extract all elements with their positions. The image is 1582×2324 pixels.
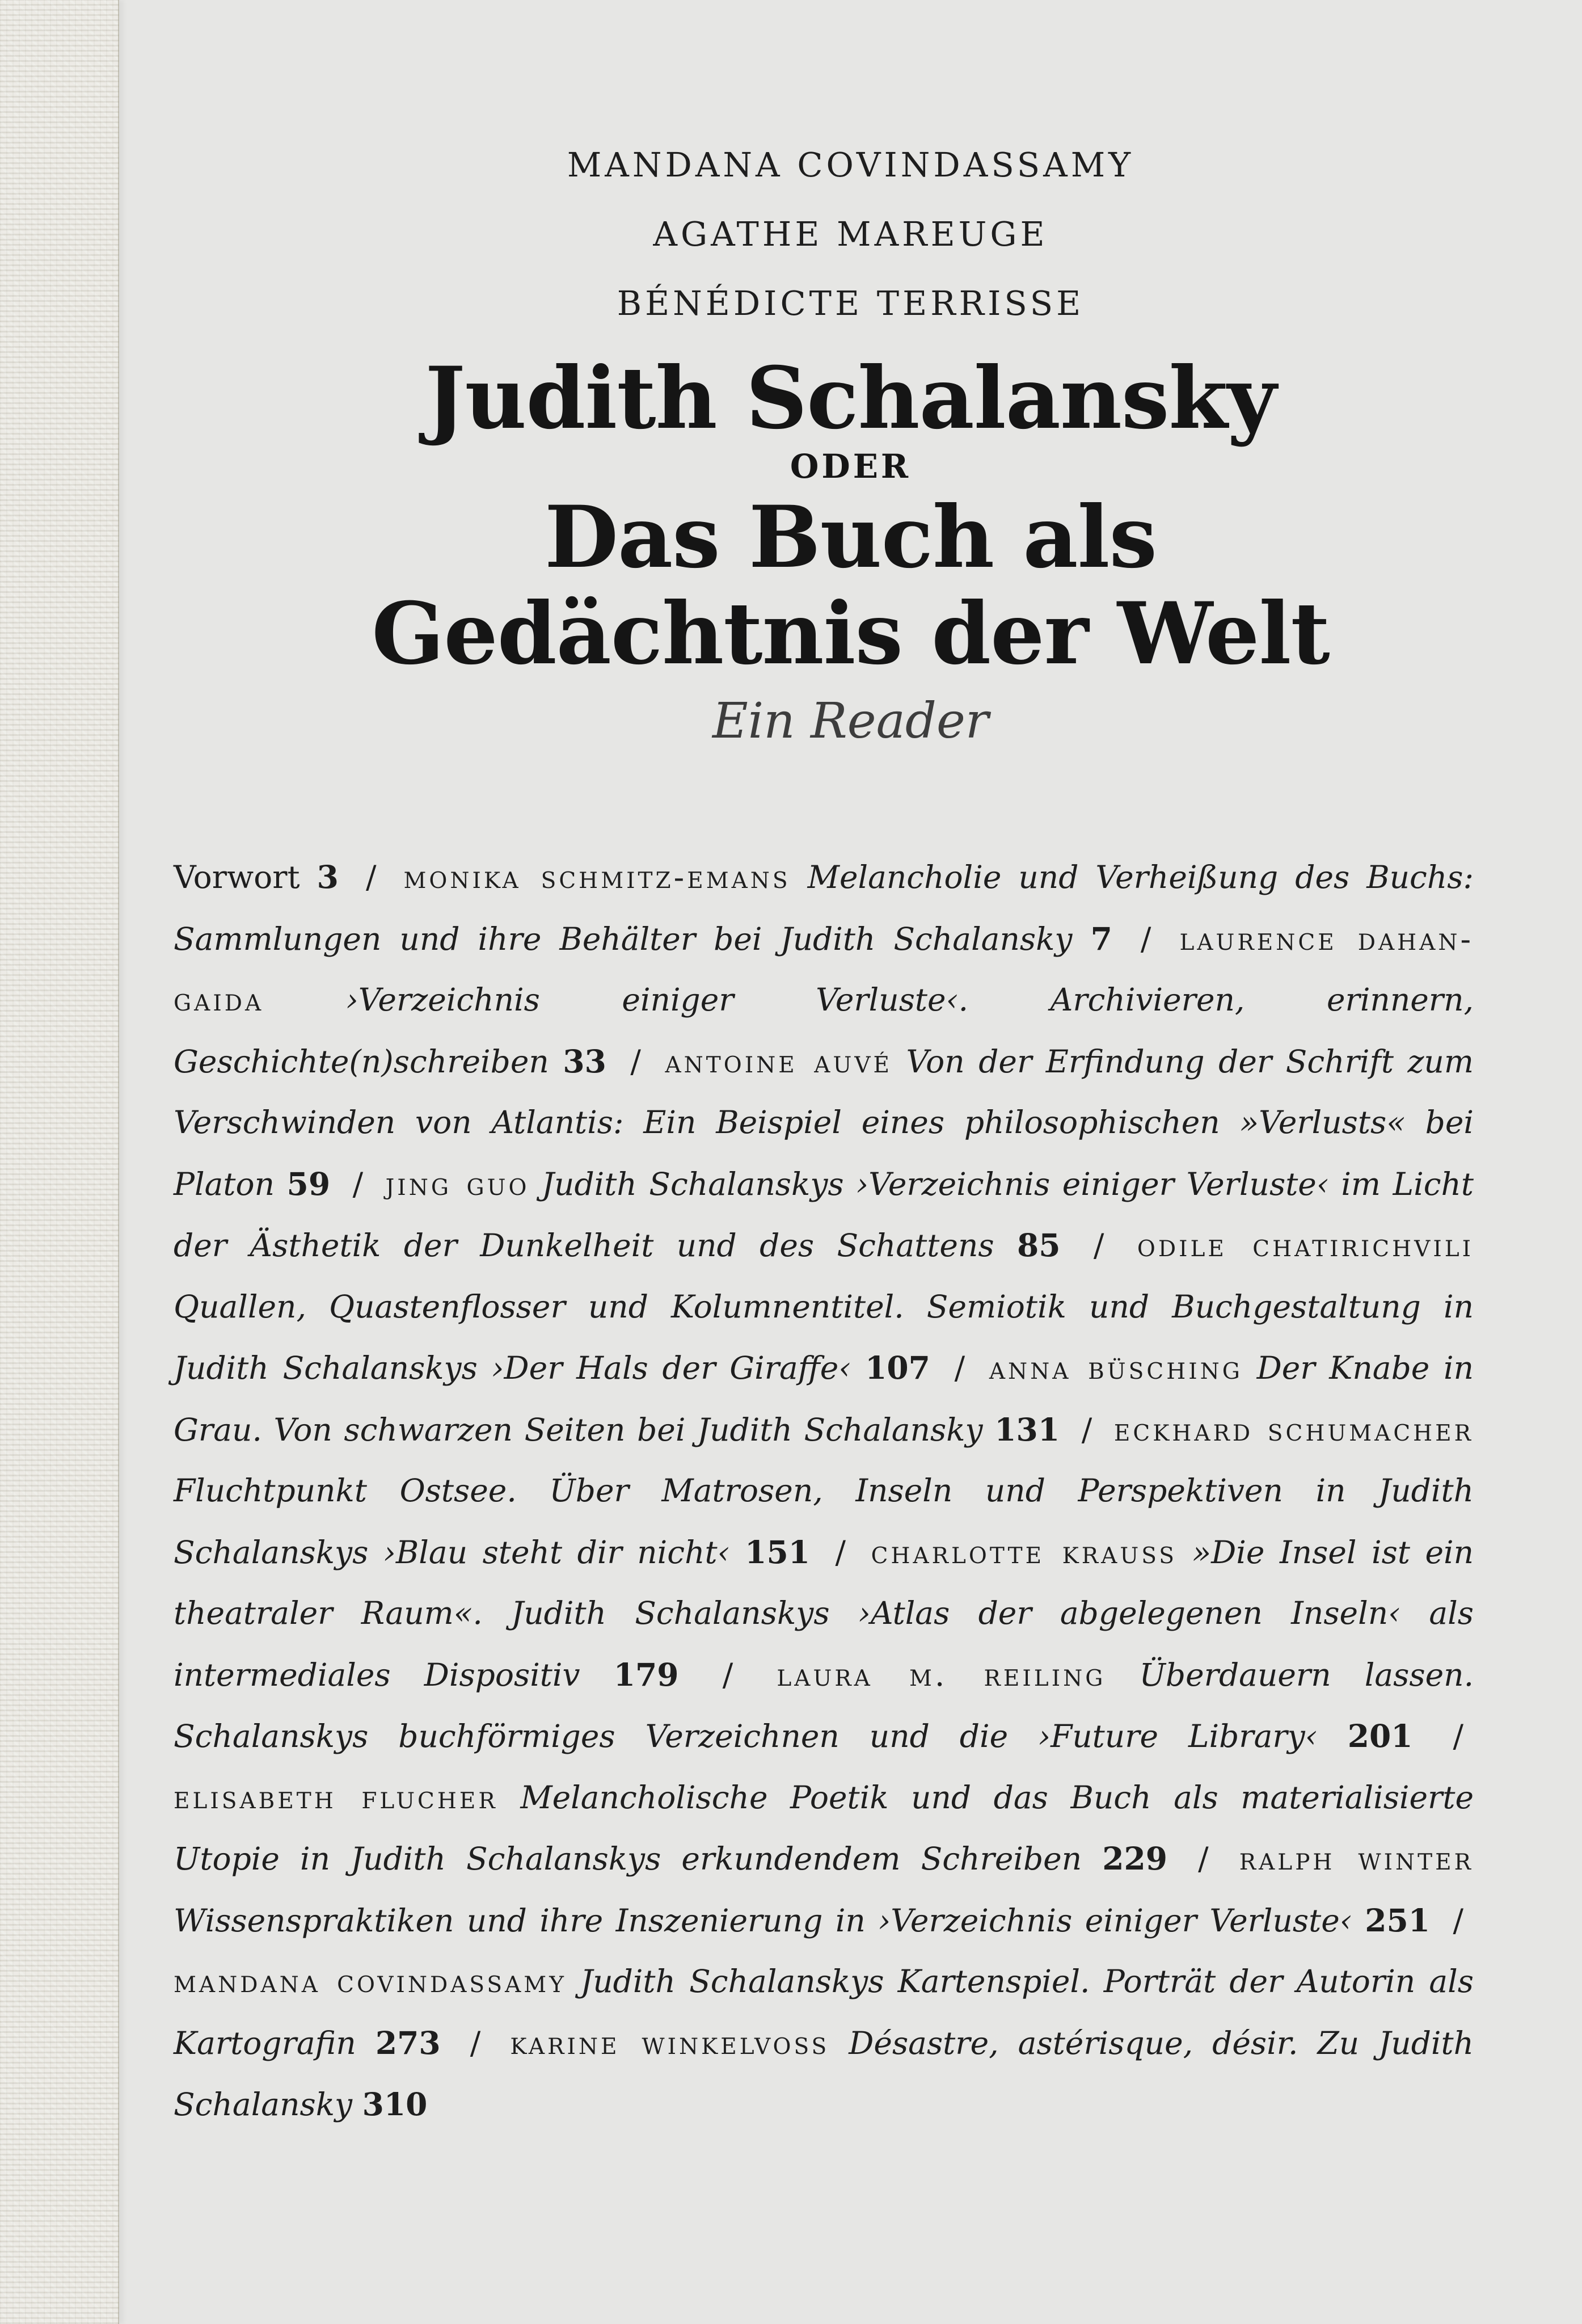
toc-page-number: 310 (362, 2086, 428, 2123)
subtitle-line-1: Das Buch als (544, 487, 1157, 587)
toc-separator: / (835, 1534, 846, 1571)
reader-label: Ein Reader (712, 693, 989, 750)
toc-page-number: 251 (1365, 1901, 1431, 1939)
toc-entry-author: ralph winter (1239, 1841, 1474, 1877)
editors-list (119, 130, 1582, 338)
toc-separator: / (470, 2024, 481, 2061)
toc-entry-author: laura m. reiling (777, 1656, 1106, 1693)
toc-entry-author: mandana covindassamy (174, 1963, 567, 1999)
toc-entry-author: karine winkelvoss (510, 2024, 830, 2061)
toc-page-number: 7 (1090, 920, 1112, 957)
toc-separator: / (1093, 1227, 1104, 1264)
toc-entry-author: antoine auvé (665, 1043, 892, 1080)
toc-entry-title: Judith Schalanskys Kartenspiel. Porträt der Autorin als Kartografin (174, 1963, 1474, 2061)
toc-entry-author: eckhard schumacher (1113, 1411, 1474, 1448)
toc-entry-title: ›Verzeichnis einiger Verluste‹. Archivieren, erinnern, Geschichte(n)schreiben (174, 982, 1474, 1080)
toc-separator: / (1198, 1841, 1209, 1877)
toc-entry-title: Wissenspraktiken und ihre Inszenierung in ›Verzeichnis einiger Verluste‹ (174, 1902, 1352, 1939)
toc-separator: / (1453, 1902, 1464, 1939)
toc-page-number: 3 (317, 858, 339, 895)
toc-separator: / (630, 1043, 641, 1080)
toc-page-number: 85 (1016, 1227, 1061, 1264)
title-main: Judith Schalansky (425, 348, 1276, 448)
book-title (119, 347, 1582, 752)
toc-page-number: 229 (1102, 1840, 1168, 1877)
toc-page-number: 201 (1347, 1717, 1413, 1754)
toc-entry-title: »Die Insel ist ein theatraler Raum«. Judith Schalanskys ›Atlas der abgelegenen Inseln‹ als intermediales Dispositiv (174, 1534, 1474, 1693)
toc-separator: / (1081, 1411, 1092, 1448)
toc-entry-title: Désastre, astérisque, désir. Zu Judith Schalansky (174, 2024, 1474, 2123)
toc-intro-label: Vorwort (174, 859, 300, 895)
toc-entry-author: laurence dahan-gaida (174, 920, 1474, 1018)
toc-page-number: 179 (613, 1656, 679, 1693)
book-cover (119, 0, 1582, 2324)
toc-entry-author: monika schmitz-emans (403, 859, 791, 895)
toc-entry-title: Von der Erfindung der Schrift zum Verschwinden von Atlantis: Ein Beispiel eines philosophischen »Verlusts« bei Platon (174, 1043, 1474, 1202)
editor-name: MANDANA COVINDASSAMY (567, 145, 1134, 184)
toc-entry-title: Melancholische Poetik und das Buch als materialisierte Utopie in Judith Schalanskys erkundendem Schreiben (174, 1779, 1474, 1877)
toc-page-number: 151 (745, 1533, 810, 1571)
toc-separator: / (954, 1350, 965, 1386)
toc-separator: / (722, 1656, 733, 1693)
title-connector: ODER (790, 447, 912, 486)
toc-entry-title: Judith Schalanskys ›Verzeichnis einiger Verluste‹ im Licht der Ästhetik der Dunkelheit und des Schattens (174, 1165, 1474, 1264)
subtitle-line-2: Gedächtnis der Welt (372, 584, 1330, 684)
editor-name: AGATHE MAREUGE (653, 214, 1048, 254)
toc-separator: / (352, 1165, 364, 1202)
toc-entry-title: Überdauern lassen. Schalanskys buchförmiges Verzeichnen und die ›Future Library‹ (174, 1656, 1474, 1754)
table-of-contents (174, 847, 1474, 2136)
toc-entry-author: charlotte krauss (871, 1534, 1177, 1571)
toc-entry-title: Der Knabe in Grau. Von schwarzen Seiten bei Judith Schalansky (174, 1350, 1474, 1448)
toc-entry-title: Fluchtpunkt Ostsee. Über Matrosen, Inseln und Perspektiven in Judith Schalanskys ›Blau steht dir nicht‹ (174, 1472, 1474, 1571)
toc-page-number: 273 (375, 2024, 441, 2061)
toc-page-number: 107 (865, 1349, 930, 1386)
toc-separator: / (1453, 1718, 1463, 1754)
toc-separator: / (1140, 920, 1151, 957)
editor-name: BÉNÉDICTE TERRISSE (617, 284, 1085, 323)
toc-entry-author: elisabeth flucher (174, 1779, 498, 1816)
toc-page-number: 131 (994, 1411, 1060, 1448)
toc-entry-author: jing guo (385, 1165, 530, 1202)
book-spine-texture (0, 0, 119, 2324)
toc-page-number: 59 (286, 1165, 331, 1202)
toc-separator: / (365, 859, 377, 895)
toc-entry-title: Quallen, Quastenflosser und Kolumnentitel. Semiotik und Buchgestaltung in Judith Schalanskys ›Der Hals der Giraffe‹ (174, 1288, 1474, 1386)
toc-entry-title: Melancholie und Verheißung des Buchs: Sammlungen und ihre Behälter bei Judith Schalansky (174, 859, 1474, 957)
toc-page-number: 33 (563, 1042, 606, 1080)
toc-entry-author: odile chatirichvili (1137, 1227, 1474, 1264)
toc-entry-author: anna büsching (989, 1350, 1243, 1386)
